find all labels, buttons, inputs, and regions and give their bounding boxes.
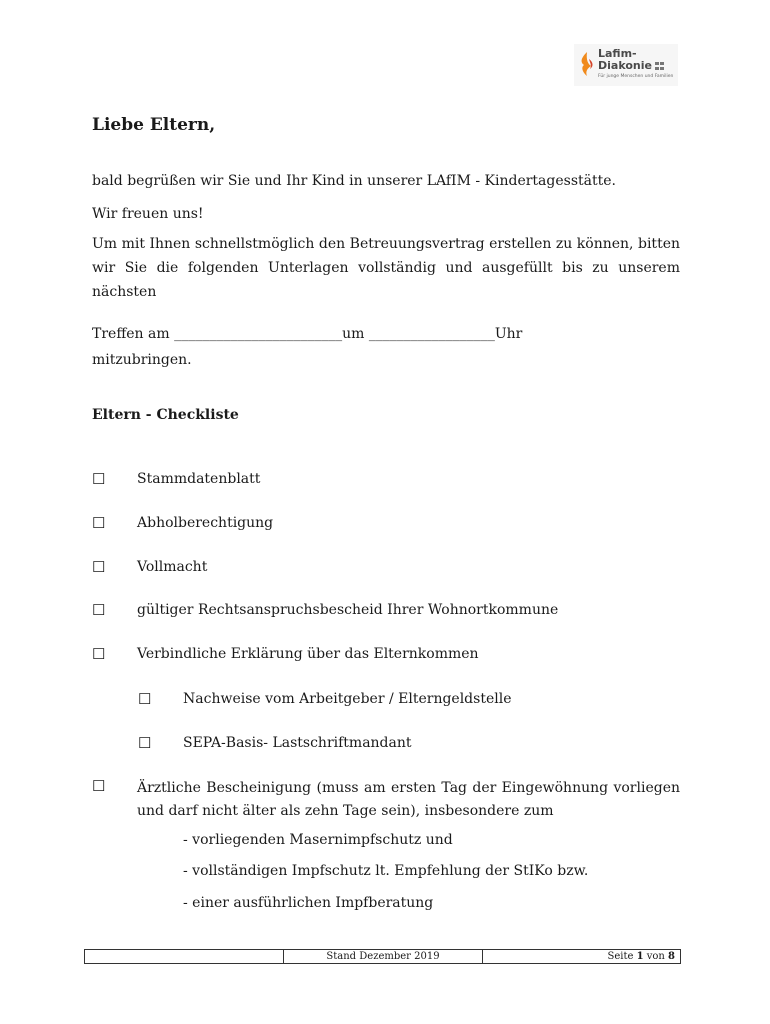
checkbox-elternkommen[interactable]: ☐	[92, 645, 106, 663]
checkbox-abholberechtigung[interactable]: ☐	[92, 514, 106, 532]
medical-line-1: Ärztliche Bescheinigung (muss am ersten Tag der Eingewöhnung vorliegen	[137, 780, 680, 796]
logo-tagline: Für junge Menschen und Familien	[598, 74, 674, 79]
checklist-subitem: Nachweise vom Arbeitgeber / Elterngeldstelle	[183, 691, 512, 707]
checkbox-vollmacht[interactable]: ☐	[92, 558, 106, 576]
intro-text: bald begrüßen wir Sie und Ihr Kind in unserer LAfIM - Kindertagesstätte.	[92, 173, 616, 189]
meeting-line-2: mitzubringen.	[92, 352, 192, 368]
medical-point: - vollständigen Impfschutz lt. Empfehlung der StIKo bzw.	[183, 863, 589, 879]
logo-text-line2: Diakonie	[598, 60, 664, 72]
request-line-1: Um mit Ihnen schnellstmöglich den Betreuungsvertrag erstellen zu können, bitten	[92, 236, 680, 252]
medical-point: - einer ausführlichen Impfberatung	[183, 895, 434, 911]
checkbox-aerztliche-bescheinigung[interactable]: ☐	[92, 777, 106, 795]
logo-grid-icon	[655, 62, 664, 70]
meeting-paragraph	[92, 322, 680, 372]
request-paragraph	[92, 232, 680, 304]
medical-line-2: und darf nicht älter als zehn Tage sein), insbesondere zum	[137, 803, 554, 819]
checklist-item: gültiger Rechtsanspruchsbescheid Ihrer Wohnortkommune	[137, 602, 559, 618]
footer-page-number: Seite 1 von 8	[607, 951, 675, 962]
lafim-diakonie-logo	[574, 44, 678, 86]
checklist-item: Stammdatenblatt	[137, 471, 261, 487]
checkbox-stammdatenblatt[interactable]: ☐	[92, 470, 106, 488]
freuen-text: Wir freuen uns!	[92, 206, 204, 222]
medical-point: - vorliegenden Masernimpfschutz und	[183, 832, 453, 848]
footer-stand: Stand Dezember 2019	[284, 950, 483, 963]
checklist-subitem: SEPA-Basis- Lastschriftmandant	[183, 735, 412, 751]
greeting: Liebe Eltern,	[92, 115, 216, 135]
footer-cell-empty	[85, 950, 284, 963]
checkbox-rechtsanspruch[interactable]: ☐	[92, 601, 106, 619]
medical-paragraph	[137, 777, 680, 823]
checklist-item: Verbindliche Erklärung über das Elternkommen	[137, 646, 479, 662]
flame-icon	[577, 51, 597, 77]
logo-text-line1: Lafim-	[598, 47, 637, 60]
checklist-item: Abholberechtigung	[137, 515, 274, 531]
page-footer	[84, 949, 681, 964]
checklist-item: Vollmacht	[137, 559, 208, 575]
request-line-2: wir Sie die folgenden Unterlagen vollständig und ausgefüllt bis zu unserem nächsten	[92, 260, 680, 300]
checkbox-nachweise[interactable]: ☐	[138, 690, 152, 708]
meeting-line-1: Treffen am ________________________um __________________Uhr	[92, 326, 523, 342]
checklist-title: Eltern - Checkliste	[92, 407, 239, 423]
checkbox-sepa[interactable]: ☐	[138, 734, 152, 752]
